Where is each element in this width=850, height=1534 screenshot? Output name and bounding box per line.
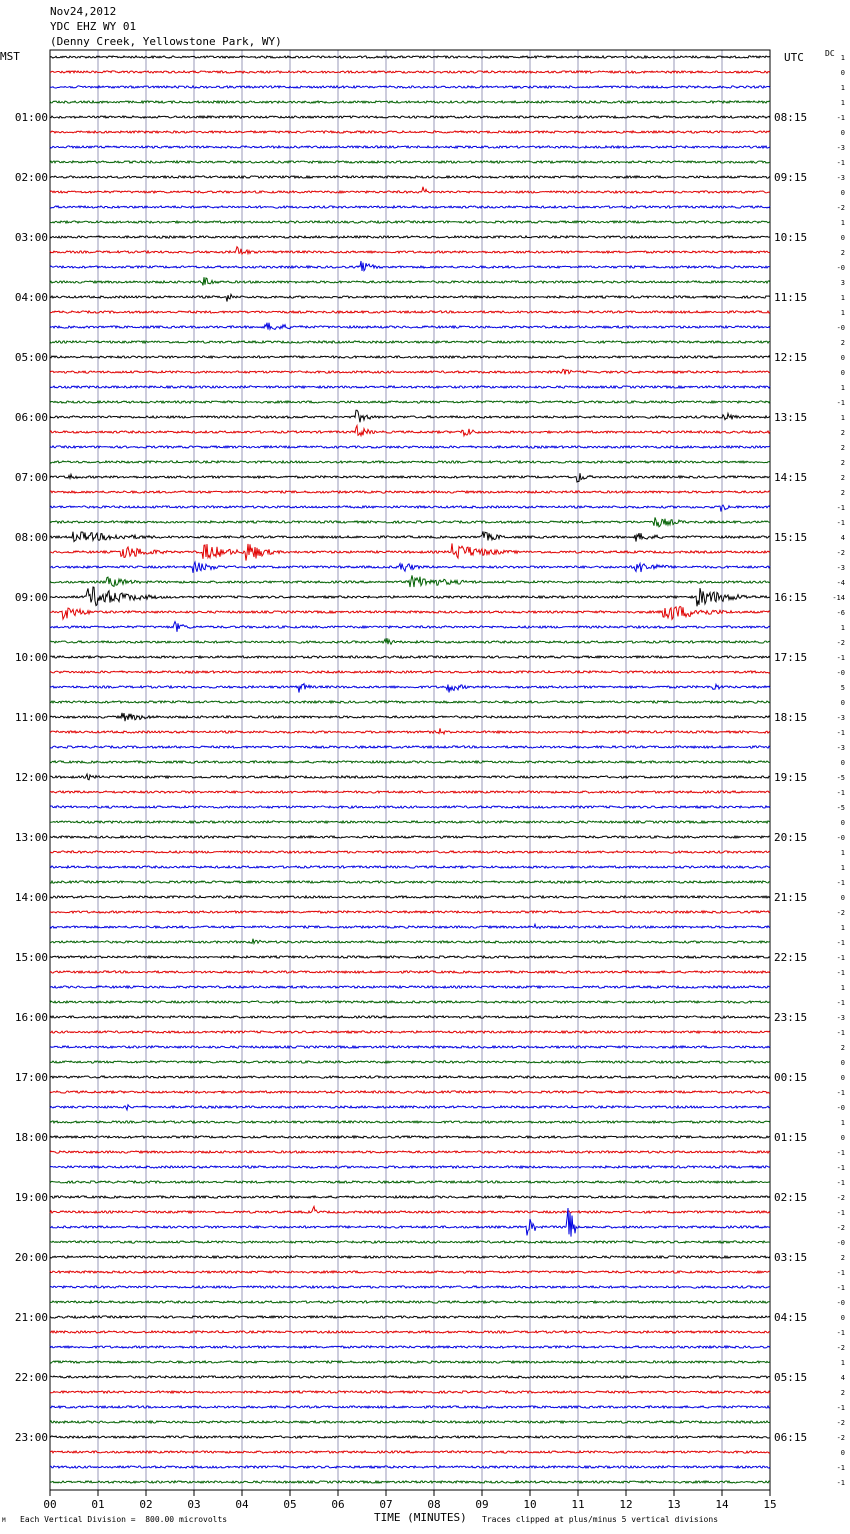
x-tick-label: 08 xyxy=(427,1498,441,1511)
dc-offset-value: 0 xyxy=(840,1059,845,1067)
seismic-trace xyxy=(50,939,770,944)
mst-hour-label: 12:00 xyxy=(14,771,48,784)
seismic-trace xyxy=(50,575,770,587)
dc-offset-value: -1 xyxy=(836,789,845,797)
dc-offset-header: DC xyxy=(825,49,835,58)
seismic-trace xyxy=(50,851,770,853)
dc-offset-value: 2 xyxy=(840,1254,845,1262)
dc-offset-value: 2 xyxy=(840,1389,845,1397)
dc-offset-value: 1 xyxy=(840,99,845,107)
utc-hour-label: 03:15 xyxy=(774,1251,808,1264)
seismic-trace xyxy=(50,896,770,898)
dc-offset-value: 1 xyxy=(840,924,845,932)
seismic-trace xyxy=(50,836,770,838)
seismic-trace xyxy=(50,1031,770,1033)
dc-offset-value: 0 xyxy=(840,894,845,902)
dc-offset-value: 4 xyxy=(840,534,845,542)
scale-note: Each Vertical Division = 800.00 microvolts xyxy=(20,1515,228,1524)
dc-offset-value: -0 xyxy=(836,324,845,332)
dc-offset-value: -1 xyxy=(836,879,845,887)
dc-offset-value: 1 xyxy=(840,1359,845,1367)
dc-offset-value: -2 xyxy=(836,1194,845,1202)
plot-frame xyxy=(50,50,770,1490)
dc-offset-value: 1 xyxy=(840,984,845,992)
seismic-trace xyxy=(50,401,770,403)
seismic-trace xyxy=(50,1331,770,1333)
dc-offset-value: 1 xyxy=(840,84,845,92)
seismic-trace xyxy=(50,543,770,560)
dc-offset-value: -1 xyxy=(836,1089,845,1097)
x-tick-label: 02 xyxy=(139,1498,153,1511)
seismic-trace xyxy=(50,866,770,868)
dc-offset-value: -3 xyxy=(836,744,845,752)
dc-offset-value: -5 xyxy=(836,804,845,812)
seismic-trace xyxy=(50,684,770,693)
dc-offset-value: 0 xyxy=(840,354,845,362)
dc-offset-value: 1 xyxy=(840,864,845,872)
dc-offset-value: 0 xyxy=(840,1449,845,1457)
seismic-trace xyxy=(50,517,770,526)
seismic-trace xyxy=(50,562,770,573)
utc-hour-label: 10:15 xyxy=(774,231,808,244)
dc-offset-value: 1 xyxy=(840,219,845,227)
right-timezone-label: UTC xyxy=(784,51,804,64)
dc-offset-value: -14 xyxy=(832,594,845,602)
seismic-trace xyxy=(50,116,770,118)
dc-offset-value: 2 xyxy=(840,1044,845,1052)
seismic-trace xyxy=(50,1316,770,1318)
seismic-trace xyxy=(50,1256,770,1258)
mst-hour-label: 11:00 xyxy=(14,711,48,724)
mst-hour-label: 10:00 xyxy=(14,651,48,664)
utc-hour-label: 02:15 xyxy=(774,1191,808,1204)
dc-offset-value: 0 xyxy=(840,1134,845,1142)
dc-offset-value: -1 xyxy=(836,1029,845,1037)
mst-hour-label: 08:00 xyxy=(14,531,48,544)
utc-hour-label: 00:15 xyxy=(774,1071,808,1084)
dc-offset-value: 0 xyxy=(840,69,845,77)
seismic-trace xyxy=(50,261,770,271)
dc-offset-value: -5 xyxy=(836,774,845,782)
seismic-trace xyxy=(50,1206,770,1213)
seismic-trace xyxy=(50,236,770,238)
dc-offset-value: -0 xyxy=(836,1299,845,1307)
seismic-trace xyxy=(50,1406,770,1408)
seismic-trace xyxy=(50,1361,770,1363)
utc-hour-label: 23:15 xyxy=(774,1011,808,1024)
left-timezone-label: MST xyxy=(0,50,20,63)
seismic-trace xyxy=(50,622,770,632)
seismic-trace xyxy=(50,924,770,928)
dc-offset-value: -4 xyxy=(836,579,845,587)
seismic-trace xyxy=(50,56,770,58)
seismic-trace xyxy=(50,1451,770,1453)
dc-offset-value: 0 xyxy=(840,759,845,767)
utc-hour-label: 14:15 xyxy=(774,471,808,484)
seismic-trace xyxy=(50,505,770,511)
utc-hour-label: 22:15 xyxy=(774,951,808,964)
dc-offset-value: -1 xyxy=(836,1284,845,1292)
dc-offset-value: -2 xyxy=(836,1434,845,1442)
dc-offset-value: -3 xyxy=(836,144,845,152)
seismic-trace xyxy=(50,531,770,541)
dc-offset-value: -1 xyxy=(836,954,845,962)
seismic-trace xyxy=(50,446,770,448)
mst-hour-label: 03:00 xyxy=(14,231,48,244)
seismic-trace xyxy=(50,1421,770,1423)
dc-offset-value: -1 xyxy=(836,1179,845,1187)
seismic-trace xyxy=(50,323,770,330)
mst-hour-label: 15:00 xyxy=(14,951,48,964)
seismic-trace xyxy=(50,206,770,208)
mst-hour-label: 06:00 xyxy=(14,411,48,424)
seismic-trace xyxy=(50,473,770,482)
dc-offset-value: 1 xyxy=(840,294,845,302)
seismic-trace xyxy=(50,410,770,422)
dc-offset-value: -1 xyxy=(836,1479,845,1487)
seismic-trace xyxy=(50,701,770,703)
utc-hour-label: 01:15 xyxy=(774,1131,808,1144)
dc-offset-value: -1 xyxy=(836,654,845,662)
seismic-trace xyxy=(50,587,770,606)
mst-hour-label: 14:00 xyxy=(14,891,48,904)
dc-offset-value: -2 xyxy=(836,639,845,647)
dc-offset-value: 0 xyxy=(840,1074,845,1082)
seismic-trace xyxy=(50,728,770,734)
seismic-trace xyxy=(50,881,770,883)
dc-offset-value: 1 xyxy=(840,624,845,632)
dc-offset-value: 0 xyxy=(840,234,845,242)
seismic-trace xyxy=(50,1241,770,1243)
seismic-trace xyxy=(50,1151,770,1153)
seismic-trace xyxy=(50,71,770,73)
x-tick-label: 00 xyxy=(43,1498,57,1511)
seismic-trace xyxy=(50,176,770,178)
x-tick-label: 06 xyxy=(331,1498,345,1511)
seismic-trace xyxy=(50,1105,770,1110)
dc-offset-value: 2 xyxy=(840,489,845,497)
seismic-trace xyxy=(50,971,770,973)
dc-offset-value: 0 xyxy=(840,1314,845,1322)
seismic-trace xyxy=(50,774,770,780)
seismic-trace xyxy=(50,1001,770,1003)
seismic-trace xyxy=(50,986,770,988)
seismic-trace xyxy=(50,1391,770,1393)
x-tick-label: 07 xyxy=(379,1498,393,1511)
dc-offset-value: 2 xyxy=(840,429,845,437)
seismic-trace xyxy=(50,638,770,644)
mst-hour-label: 01:00 xyxy=(14,111,48,124)
dc-offset-value: -2 xyxy=(836,1419,845,1427)
dc-offset-value: 2 xyxy=(840,459,845,467)
seismic-trace xyxy=(50,491,770,493)
dc-offset-value: -1 xyxy=(836,1464,845,1472)
mst-hour-label: 21:00 xyxy=(14,1311,48,1324)
dc-offset-value: -1 xyxy=(836,1404,845,1412)
dc-offset-value: 2 xyxy=(840,249,845,257)
dc-offset-value: 2 xyxy=(840,474,845,482)
dc-offset-value: -0 xyxy=(836,1239,845,1247)
dc-offset-value: -3 xyxy=(836,714,845,722)
dc-offset-value: 0 xyxy=(840,129,845,137)
utc-hour-label: 21:15 xyxy=(774,891,808,904)
utc-hour-label: 12:15 xyxy=(774,351,808,364)
dc-offset-value: -1 xyxy=(836,999,845,1007)
seismic-trace xyxy=(50,1271,770,1273)
station-location: (Denny Creek, Yellowstone Park, WY) xyxy=(50,35,282,48)
mst-hour-label: 19:00 xyxy=(14,1191,48,1204)
seismic-trace xyxy=(50,1346,770,1348)
seismic-trace xyxy=(50,426,770,436)
dc-offset-value: 0 xyxy=(840,189,845,197)
seismic-trace xyxy=(50,1136,770,1138)
utc-hour-label: 17:15 xyxy=(774,651,808,664)
seismic-trace xyxy=(50,956,770,958)
dc-offset-value: -1 xyxy=(836,399,845,407)
dc-offset-value: -1 xyxy=(836,1209,845,1217)
utc-hour-label: 08:15 xyxy=(774,111,808,124)
dc-offset-value: -2 xyxy=(836,549,845,557)
dc-offset-value: -2 xyxy=(836,1224,845,1232)
dc-offset-value: -1 xyxy=(836,939,845,947)
dc-offset-value: -2 xyxy=(836,909,845,917)
mst-hour-label: 02:00 xyxy=(14,171,48,184)
mst-hour-label: 07:00 xyxy=(14,471,48,484)
dc-offset-value: -1 xyxy=(836,159,845,167)
seismic-trace xyxy=(50,656,770,658)
dc-offset-value: 0 xyxy=(840,699,845,707)
dc-offset-value: 5 xyxy=(840,684,845,692)
dc-offset-value: -1 xyxy=(836,729,845,737)
x-tick-label: 01 xyxy=(91,1498,105,1511)
seismic-trace xyxy=(50,1181,770,1183)
dc-offset-value: 1 xyxy=(840,414,845,422)
seismic-trace xyxy=(50,294,770,301)
dc-offset-value: -1 xyxy=(836,114,845,122)
seismic-trace xyxy=(50,1466,770,1468)
x-tick-label: 04 xyxy=(235,1498,249,1511)
dc-offset-value: 4 xyxy=(840,1374,845,1382)
utc-hour-label: 19:15 xyxy=(774,771,808,784)
dc-offset-value: -1 xyxy=(836,504,845,512)
dc-offset-value: 2 xyxy=(840,444,845,452)
seismic-trace xyxy=(50,386,770,388)
seismic-trace xyxy=(50,1301,770,1303)
utc-hour-label: 13:15 xyxy=(774,411,808,424)
seismic-trace xyxy=(50,247,770,254)
dc-offset-value: 1 xyxy=(840,309,845,317)
seismic-trace xyxy=(50,1076,770,1078)
x-tick-label: 03 xyxy=(187,1498,201,1511)
dc-offset-value: 2 xyxy=(840,339,845,347)
seismic-trace xyxy=(50,1121,770,1123)
mst-hour-label: 23:00 xyxy=(14,1431,48,1444)
utc-hour-label: 11:15 xyxy=(774,291,808,304)
station-code: YDC EHZ WY 01 xyxy=(50,20,137,33)
seismic-trace xyxy=(50,1196,770,1198)
seismic-trace xyxy=(50,161,770,163)
seismic-trace xyxy=(50,911,770,913)
seismic-trace xyxy=(50,461,770,463)
seismic-trace xyxy=(50,791,770,793)
seismic-trace xyxy=(50,187,770,193)
mst-hour-label: 04:00 xyxy=(14,291,48,304)
utc-hour-label: 15:15 xyxy=(774,531,808,544)
dc-offset-value: -0 xyxy=(836,669,845,677)
seismic-trace xyxy=(50,1166,770,1168)
seismic-trace xyxy=(50,1286,770,1288)
dc-offset-value: -2 xyxy=(836,204,845,212)
x-axis-title: TIME (MINUTES) xyxy=(374,1511,467,1524)
x-tick-label: 09 xyxy=(475,1498,489,1511)
seismic-trace xyxy=(50,277,770,285)
seismic-trace xyxy=(50,221,770,223)
seismic-trace xyxy=(50,101,770,103)
seismic-trace xyxy=(50,713,770,721)
x-tick-label: 11 xyxy=(571,1498,585,1511)
mst-hour-label: 16:00 xyxy=(14,1011,48,1024)
seismic-trace xyxy=(50,86,770,88)
seismic-trace xyxy=(50,356,770,358)
dc-offset-value: -1 xyxy=(836,1149,845,1157)
seismic-trace xyxy=(50,746,770,748)
x-tick-label: 15 xyxy=(763,1498,777,1511)
dc-offset-value: -1 xyxy=(836,969,845,977)
dc-offset-value: -1 xyxy=(836,519,845,527)
utc-hour-label: 20:15 xyxy=(774,831,808,844)
seismic-trace xyxy=(50,1091,770,1093)
corner-mark: M xyxy=(2,1517,6,1524)
dc-offset-value: 1 xyxy=(840,849,845,857)
seismic-trace xyxy=(50,131,770,133)
seismic-trace xyxy=(50,1376,770,1378)
dc-offset-value: 3 xyxy=(840,279,845,287)
dc-offset-value: -6 xyxy=(836,609,845,617)
dc-offset-value: 0 xyxy=(840,819,845,827)
dc-offset-value: -3 xyxy=(836,174,845,182)
utc-hour-label: 18:15 xyxy=(774,711,808,724)
x-tick-label: 12 xyxy=(619,1498,633,1511)
seismic-trace xyxy=(50,671,770,673)
seismic-trace xyxy=(50,821,770,823)
dc-offset-value: -1 xyxy=(836,1329,845,1337)
dc-offset-value: -0 xyxy=(836,834,845,842)
dc-offset-value: 1 xyxy=(840,384,845,392)
seismic-trace xyxy=(50,146,770,148)
seismic-trace xyxy=(50,1046,770,1048)
seismic-trace xyxy=(50,1436,770,1438)
mst-hour-label: 09:00 xyxy=(14,591,48,604)
seismic-trace xyxy=(50,806,770,808)
record-date: Nov24,2012 xyxy=(50,5,117,18)
x-tick-label: 14 xyxy=(715,1498,729,1511)
dc-offset-value: -1 xyxy=(836,1164,845,1172)
mst-hour-label: 05:00 xyxy=(14,351,48,364)
seismic-trace xyxy=(50,1481,770,1483)
dc-offset-value: 1 xyxy=(840,1119,845,1127)
seismic-trace xyxy=(50,369,770,374)
utc-hour-label: 16:15 xyxy=(774,591,808,604)
dc-offset-value: -1 xyxy=(836,1269,845,1277)
seismic-trace xyxy=(50,606,770,619)
dc-offset-value: -2 xyxy=(836,1344,845,1352)
mst-hour-label: 17:00 xyxy=(14,1071,48,1084)
mst-hour-label: 20:00 xyxy=(14,1251,48,1264)
x-tick-label: 10 xyxy=(523,1498,537,1511)
seismic-trace xyxy=(50,1061,770,1063)
dc-offset-value: -3 xyxy=(836,564,845,572)
seismic-trace xyxy=(50,341,770,343)
dc-offset-value: 1 xyxy=(840,54,845,62)
seismic-trace xyxy=(50,1016,770,1018)
dc-offset-value: 0 xyxy=(840,369,845,377)
utc-hour-label: 04:15 xyxy=(774,1311,808,1324)
seismic-trace xyxy=(50,761,770,763)
dc-offset-value: -0 xyxy=(836,264,845,272)
mst-hour-label: 22:00 xyxy=(14,1371,48,1384)
clip-note: Traces clipped at plus/minus 5 vertical divisions xyxy=(482,1515,719,1524)
mst-hour-label: 18:00 xyxy=(14,1131,48,1144)
dc-offset-value: -0 xyxy=(836,1104,845,1112)
utc-hour-label: 09:15 xyxy=(774,171,808,184)
seismic-trace xyxy=(50,311,770,313)
utc-hour-label: 06:15 xyxy=(774,1431,808,1444)
utc-hour-label: 05:15 xyxy=(774,1371,808,1384)
x-tick-label: 05 xyxy=(283,1498,297,1511)
x-tick-label: 13 xyxy=(667,1498,681,1511)
mst-hour-label: 13:00 xyxy=(14,831,48,844)
dc-offset-value: -3 xyxy=(836,1014,845,1022)
